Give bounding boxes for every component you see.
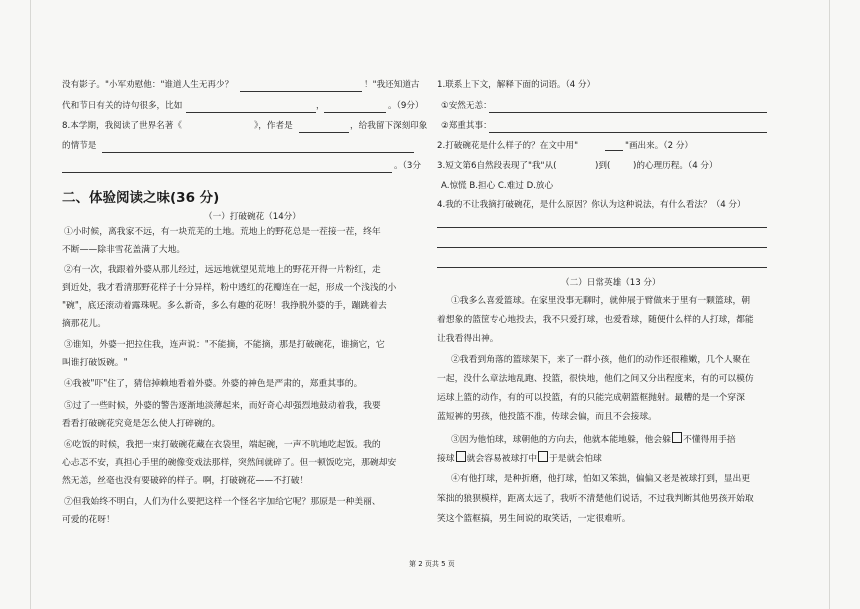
paragraph-line: 叫谁打破饭碗。" — [62, 358, 128, 368]
answer-blank[interactable] — [437, 227, 767, 228]
passage-title: （一）打破碗花（14分） — [204, 212, 301, 222]
answer-box[interactable] — [672, 432, 682, 443]
paragraph-line: 摘那花儿。 — [62, 319, 106, 329]
question-3: )的心理历程。（4 分） — [633, 161, 718, 171]
question-score: 。（3分 — [394, 161, 421, 171]
question-3-options: A.惊慌 B.担心 C.难过 D.放心 — [441, 181, 554, 191]
question-line: 没有影子。"小军劝慰他："谁道人生无再少？ — [62, 80, 234, 90]
paragraph-line: 让我看得出神。 — [437, 334, 499, 344]
question-score: 。（9分） — [388, 101, 424, 111]
paragraph-line: 运球上篮的动作，有的可以投篮，有的只能完成朝篮框抛射。最糟的是一个穿深 — [437, 393, 745, 403]
answer-blank[interactable] — [489, 112, 767, 113]
question-line: 代和节日有关的诗句很多，比如 — [62, 101, 183, 111]
page-edge-right — [829, 0, 830, 609]
question-1-a: ①安然无恙： — [441, 101, 492, 111]
question-8: 8.本学期，我阅读了世界名著《 — [62, 121, 182, 131]
paragraph-line: ⑤过了一些时候，外婆的警告逐渐地淡薄起来，而好奇心却强烈地鼓动着我，我要 — [64, 401, 381, 411]
page-edge-left — [30, 0, 31, 609]
punctuation: ， — [316, 101, 325, 111]
passage-title: （二）日常英雄（13 分） — [561, 278, 661, 288]
question-1: 1.联系上下文，解释下面的词语。（4 分） — [437, 80, 596, 90]
paragraph-line: 笨拙的狼狈模样，距离太远了，我听不清楚他们说话，不过我判断其他男孩开始取 — [437, 494, 754, 504]
paragraph-line: 笑这个篮框搞，男生间说的取笑话，一定很难听。 — [437, 514, 631, 524]
answer-blank[interactable] — [102, 152, 414, 153]
question-2-end: "画出来。（2 分） — [625, 141, 694, 151]
answer-blank[interactable] — [299, 132, 349, 133]
question-2: 2.打破碗花是什么样子的？在文中用" — [437, 141, 579, 151]
paragraph-line: "碗"，底还滚动着露珠呢。多么新奇，多么有趣的花呀！我挣脱外婆的手，蹦跳着去 — [62, 301, 387, 311]
paragraph-line: ②我看到角落的篮球架下，来了一群小孩，他们的动作还很稚嫩，几个人聚在 — [451, 355, 751, 365]
question-line: ！"我还知道古 — [364, 80, 420, 90]
paragraph-line: ⑥吃饭的时候，我把一束打破碗花藏在衣袋里，端起碗，一声不吭地吃起饭。我的 — [64, 440, 381, 450]
question-1-b: ②郑重其事： — [441, 121, 492, 131]
paragraph-line: 心忐忑不安，真担心手里的碗像变戏法那样，突然间就碎了。但一顿饭吃完，那碗却安 — [62, 458, 397, 468]
paragraph-line: 不断——除非雪花盖满了大地。 — [62, 245, 186, 255]
question-8-text: ，给我留下深刻印象 — [350, 121, 428, 131]
paragraph-line: ①我多么喜爱篮球。在家里没事无聊时，就伸展于臂做来于里有一颗篮球，朝 — [451, 296, 751, 306]
question-8-text: 的情节是 — [62, 141, 97, 151]
paragraph-line: 着想象的篮筐专心地投去，我不只爱打球，也爱看球，随便什么样的人打球，都能 — [437, 315, 754, 325]
question-8-text: 》，作者是 — [254, 121, 293, 131]
paragraph-line: ②有一次，我跟着外婆从那儿经过，远远地就望见荒地上的野花开得一片粉红，走 — [64, 265, 381, 275]
paragraph-line: 蓝短裤的男孩，他投篮不准，传球会偏，而且不会接球。 — [437, 412, 657, 422]
answer-box[interactable] — [456, 451, 466, 462]
paragraph-line: 到近处，我才看清那野花样子十分异样，粉中透红的花瓣连在一起，形成一个浅浅的小 — [62, 283, 397, 293]
page-number: 第 2 页共 5 页 — [409, 560, 455, 568]
answer-blank[interactable] — [437, 247, 767, 248]
paragraph-line: 可爱的花呀！ — [62, 515, 115, 525]
paragraph-line: 然无恙，丝毫也没有要破碎的样子。啊，打破碗花——不打破！ — [62, 476, 309, 486]
paragraph-line: ④有他打球，是种折磨，他打球，怕如又笨拙，偏偏又老是被球打到，显出更 — [451, 474, 751, 484]
question-3: )到( — [595, 161, 611, 171]
paragraph-line: 看看打破碗花究竟是怎么使人打碎碗的。 — [62, 419, 221, 429]
paragraph-line: ③谁知，外婆一把拉住我，连声说："不能摘，不能摘，那是打破碗花，谁摘它，它 — [64, 340, 385, 350]
paragraph-line: ④我被"吓"住了，猜信掉赖地看着外婆。外婆的神色是严肃的，郑重其事的。 — [64, 379, 363, 389]
underline-symbol — [605, 150, 623, 151]
answer-blank[interactable] — [489, 132, 767, 133]
section-title: 二、体验阅读之味(36 分) — [62, 190, 220, 206]
paragraph-line: 接球 就会容易被球打中 于是就会怕球 — [437, 451, 602, 465]
answer-blank[interactable] — [324, 112, 386, 113]
answer-blank[interactable] — [240, 91, 362, 92]
answer-box[interactable] — [538, 451, 548, 462]
paragraph-line: ①小时候，离我家不远，有一块荒芜的土地。荒地上的野花总是一茬接一茬，终年 — [64, 227, 381, 237]
paragraph-line: 一起，没什么章法地乱跑、投篮，很快地，他们之间又分出程度来，有的可以模仿 — [437, 374, 754, 384]
answer-blank[interactable] — [437, 267, 767, 268]
question-3: 3.短文第6自然段表现了"我"从( — [437, 161, 557, 171]
question-4: 4.我的不让我摘打破碗花，是什么原因？你认为这种说法，有什么看法？（4 分） — [437, 200, 746, 210]
paragraph-line: ③因为他怕球，球朝他的方向去，他就本能地躲，他会躲 不懂得用手掊 — [451, 432, 736, 446]
answer-blank[interactable] — [186, 112, 316, 113]
answer-blank[interactable] — [62, 172, 392, 173]
paragraph-line: ⑦但我始终不明白，人们为什么要把这样一个怪名字加给它呢？那原是一种美丽、 — [64, 497, 381, 507]
